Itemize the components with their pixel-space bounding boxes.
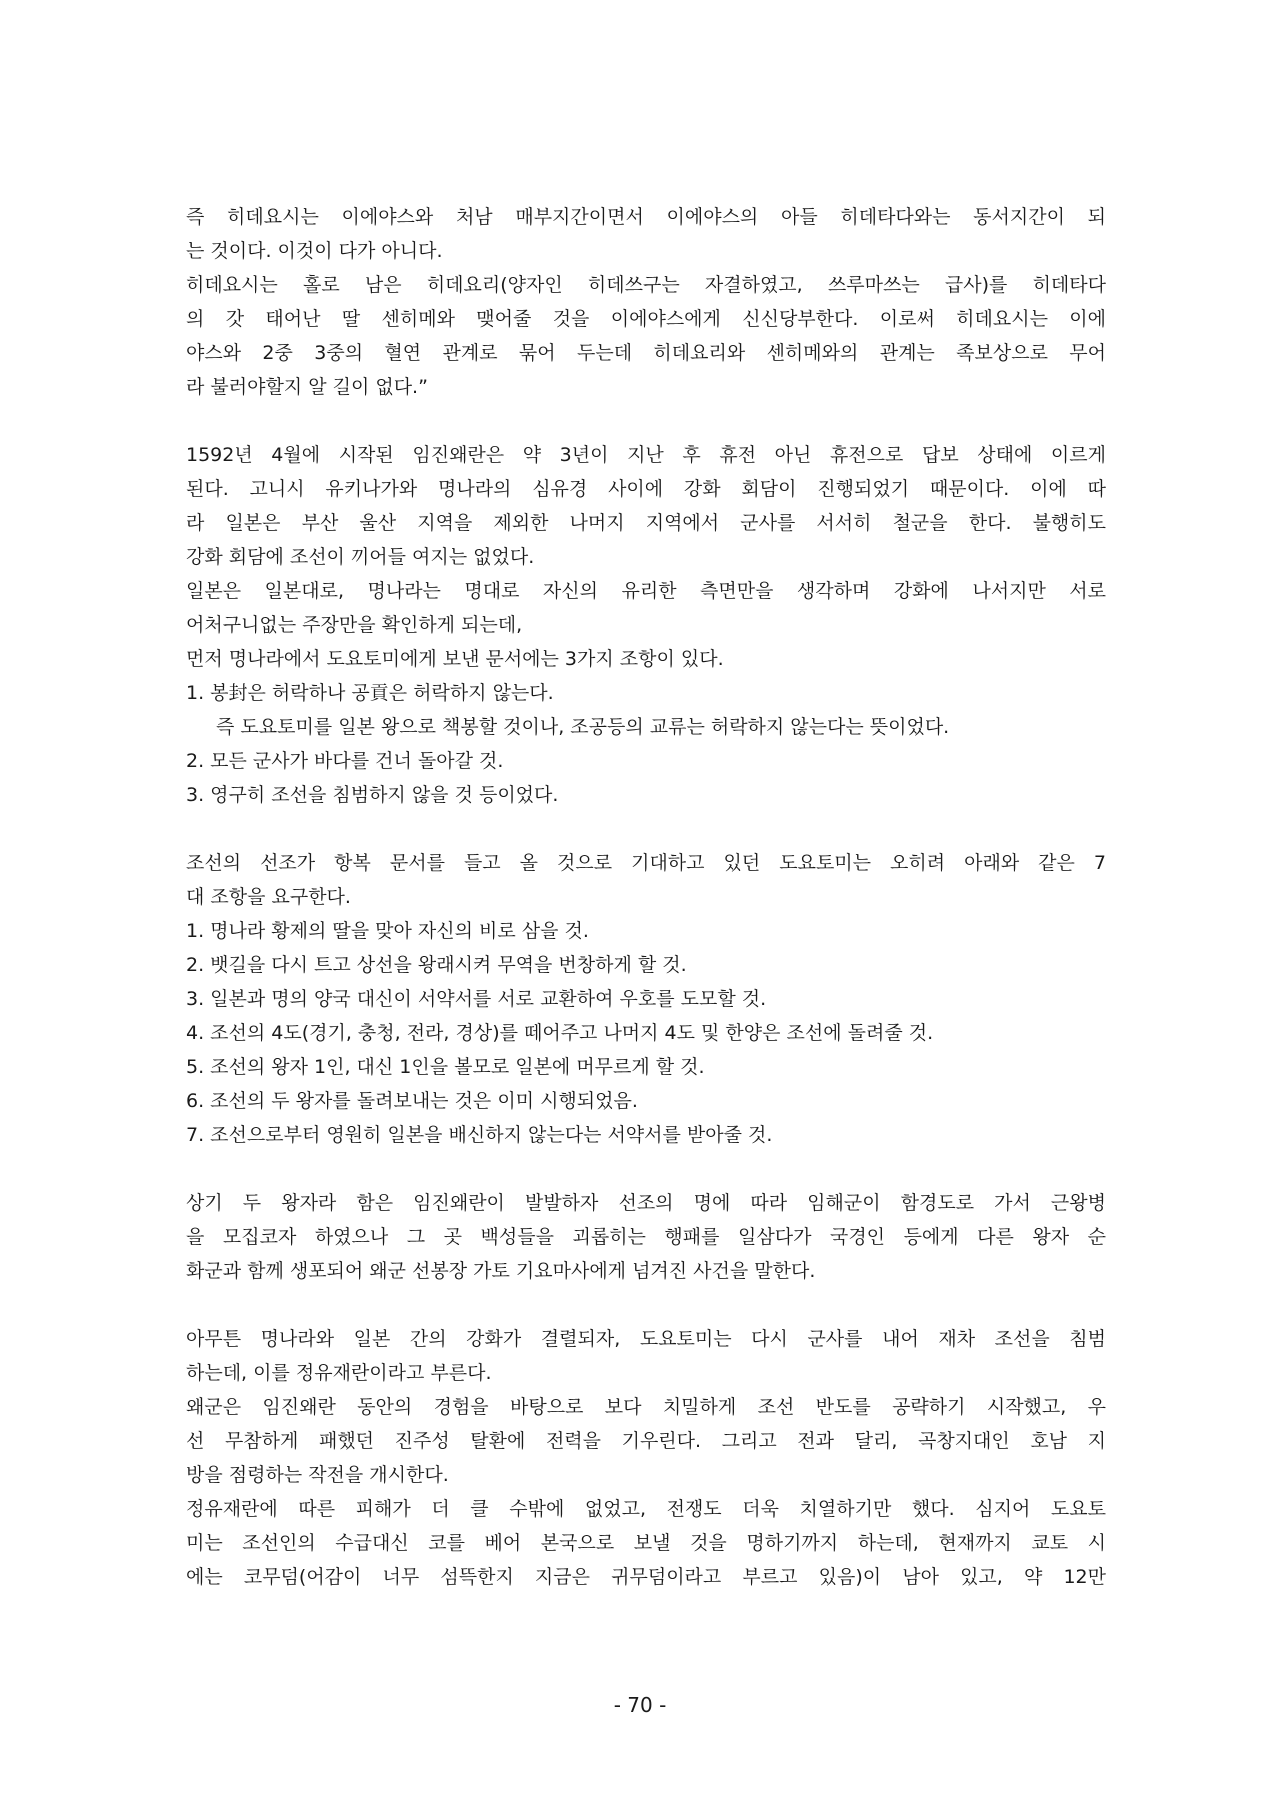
text-line: 1. 봉封은 허락하나 공貢은 허락하지 않는다. xyxy=(186,682,554,704)
text-line: 2. 모든 군사가 바다를 건너 돌아갈 것. xyxy=(186,750,504,772)
text-line: 1. 명나라 황제의 딸을 맞아 자신의 비로 삼을 것. xyxy=(186,920,589,942)
text-line: 을 모집코자 하였으나 그 곳 백성들을 괴롭히는 행패를 일삼다가 국경인 등에게 다른 왕자 순 xyxy=(186,1226,1106,1248)
text-line: 2. 뱃길을 다시 트고 상선을 왕래시켜 무역을 번창하게 할 것. xyxy=(186,954,687,976)
text-line: 3. 영구히 조선을 침범하지 않을 것 등이었다. xyxy=(186,784,559,806)
paragraph-gap xyxy=(186,1288,1106,1322)
text-line: 4. 조선의 4도(경기, 충청, 전라, 경상)를 떼어주고 나머지 4도 및 한양은 조선에 돌려줄 것. xyxy=(186,1022,934,1044)
text-line: 된다. 고니시 유키나가와 명나라의 심유경 사이에 강화 회담이 진행되었기 때문이다. 이에 따 xyxy=(186,478,1106,500)
text-line: 미는 조선인의 수급대신 코를 베어 본국으로 보낼 것을 명하기까지 하는데, 현재까지 쿄토 시 xyxy=(186,1532,1106,1554)
paragraph-gap xyxy=(186,812,1106,846)
text-line: 선 무참하게 패했던 진주성 탈환에 전력을 기우린다. 그리고 전과 달리, 곡창지대인 호남 지 xyxy=(186,1430,1106,1452)
text-line: 왜군은 임진왜란 동안의 경험을 바탕으로 보다 치밀하게 조선 반도를 공략하기 시작했고, 우 xyxy=(186,1396,1106,1418)
text-line: 방을 점령하는 작전을 개시한다. xyxy=(186,1464,449,1486)
document-body xyxy=(186,200,1106,1594)
page-number: - 70 - xyxy=(613,1693,667,1717)
text-line: 5. 조선의 왕자 1인, 대신 1인을 볼모로 일본에 머무르게 할 것. xyxy=(186,1056,705,1078)
text-line: 1592년 4월에 시작된 임진왜란은 약 3년이 지난 후 휴전 아닌 휴전으로 답보 상태에 이르게 xyxy=(186,444,1106,466)
text-line: 야스와 2중 3중의 혈연 관계로 묶어 두는데 히데요리와 센히메와의 관계는 족보상으로 무어 xyxy=(186,342,1106,364)
text-line: 정유재란에 따른 피해가 더 클 수밖에 없었고, 전쟁도 더욱 치열하기만 했다. 심지어 도요토 xyxy=(186,1498,1106,1520)
text-line: 먼저 명나라에서 도요토미에게 보낸 문서에는 3가지 조항이 있다. xyxy=(186,648,724,670)
text-line: 히데요시는 홀로 남은 히데요리(양자인 히데쓰구는 자결하였고, 쓰루마쓰는 급사)를 히데타다 xyxy=(186,274,1106,296)
paragraph-gap xyxy=(186,1152,1106,1186)
paragraph-gap xyxy=(186,404,1106,438)
text-line: 아무튼 명나라와 일본 간의 강화가 결렬되자, 도요토미는 다시 군사를 내어 재차 조선을 침범 xyxy=(186,1328,1106,1350)
text-line: 는 것이다. 이것이 다가 아니다. xyxy=(186,240,443,262)
text-line: 상기 두 왕자라 함은 임진왜란이 발발하자 선조의 명에 따라 임해군이 함경도로 가서 근왕병 xyxy=(186,1192,1106,1214)
text-line: 대 조항을 요구한다. xyxy=(186,886,351,908)
text-line: 강화 회담에 조선이 끼어들 여지는 없었다. xyxy=(186,546,535,568)
text-line: 라 불러야할지 알 길이 없다.” xyxy=(186,376,428,398)
text-line: 3. 일본과 명의 양국 대신이 서약서를 서로 교환하여 우호를 도모할 것. xyxy=(186,988,767,1010)
text-line: 일본은 일본대로, 명나라는 명대로 자신의 유리한 측면만을 생각하며 강화에 나서지만 서로 xyxy=(186,580,1106,602)
text-line: 화군과 함께 생포되어 왜군 선봉장 가토 기요마사에게 넘겨진 사건을 말한다. xyxy=(186,1260,816,1282)
text-line: 의 갓 태어난 딸 센히메와 맺어줄 것을 이에야스에게 신신당부한다. 이로써 히데요시는 이에 xyxy=(186,308,1106,330)
text-line: 즉 도요토미를 일본 왕으로 책봉할 것이나, 조공등의 교류는 허락하지 않는다는 뜻이었다. xyxy=(216,716,950,738)
text-line: 조선의 선조가 항복 문서를 들고 올 것으로 기대하고 있던 도요토미는 오히려 아래와 같은 7 xyxy=(186,852,1106,874)
text-line: 7. 조선으로부터 영원히 일본을 배신하지 않는다는 서약서를 받아줄 것. xyxy=(186,1124,773,1146)
text-line: 하는데, 이를 정유재란이라고 부른다. xyxy=(186,1362,492,1384)
text-line: 즉 히데요시는 이에야스와 처남 매부지간이면서 이에야스의 아들 히데타다와는 동서지간이 되 xyxy=(186,206,1106,228)
text-line: 라 일본은 부산 울산 지역을 제외한 나머지 지역에서 군사를 서서히 철군을 한다. 불행히도 xyxy=(186,512,1106,534)
text-line: 어처구니없는 주장만을 확인하게 되는데, xyxy=(186,614,523,636)
text-line: 6. 조선의 두 왕자를 돌려보내는 것은 이미 시행되었음. xyxy=(186,1090,638,1112)
text-line: 에는 코무덤(어감이 너무 섬뜩한지 지금은 귀무덤이라고 부르고 있음)이 남아 있고, 약 12만 xyxy=(186,1566,1106,1588)
